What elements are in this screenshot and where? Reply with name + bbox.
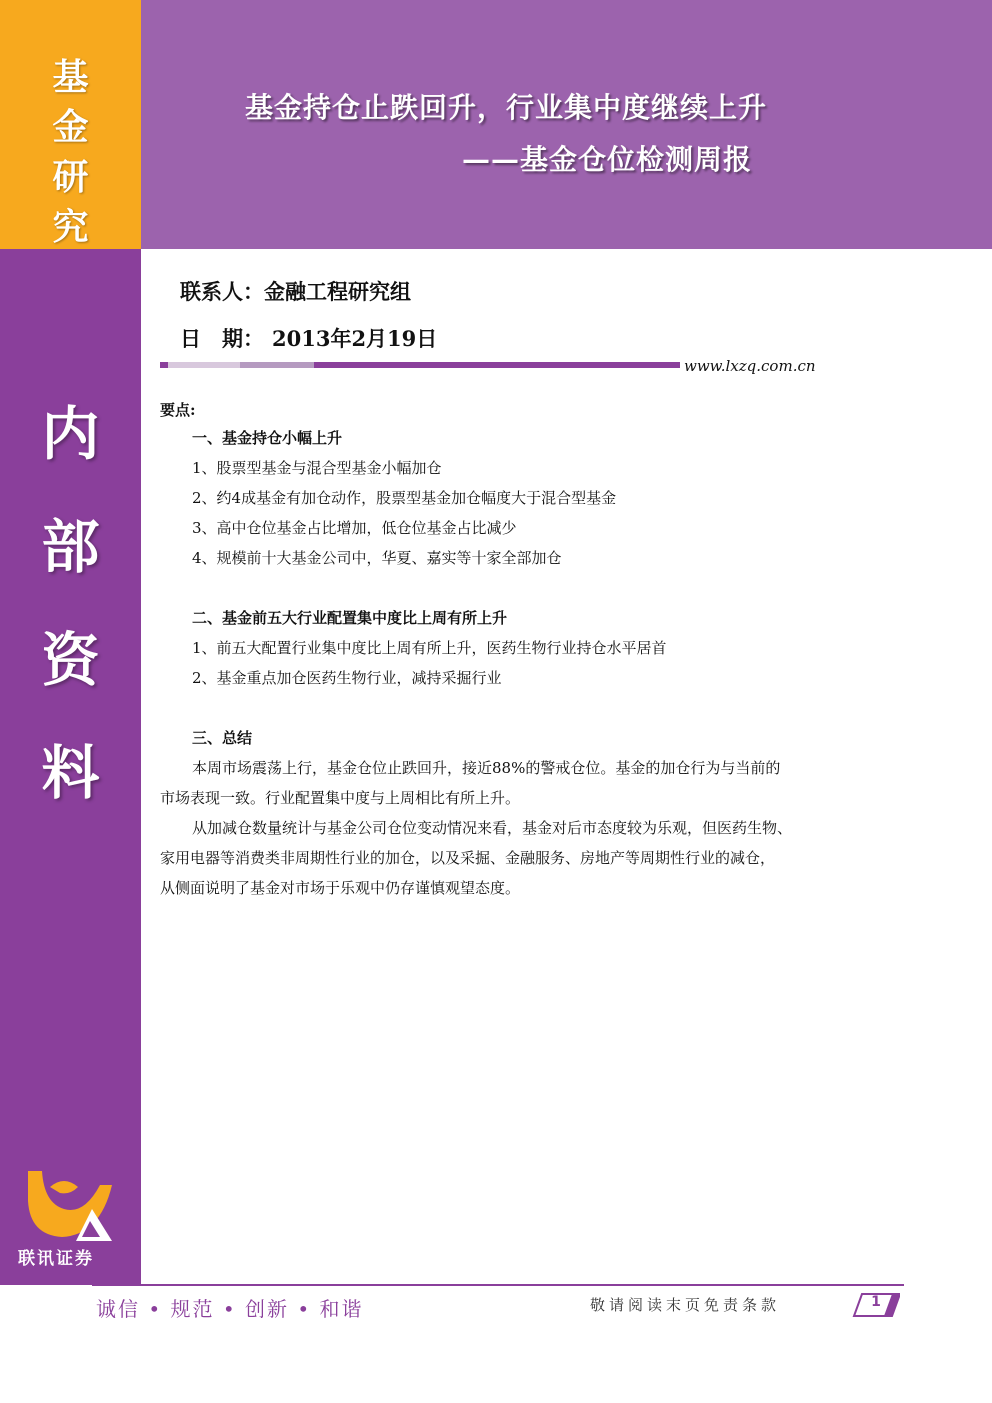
sidebar-top-char: 基	[52, 56, 89, 98]
section-heading: 一、基金持仓小幅上升	[192, 429, 343, 447]
contact-line: 联系人：金融工程研究组	[180, 279, 411, 304]
list-item: 1、前五大配置行业集中度比上周有所上升，医药生物行业持仓水平居首	[192, 639, 667, 657]
paragraph-line: 本周市场震荡上行，基金仓位止跌回升，接近88%的警戒仓位。基金的加仓行为与当前的	[192, 759, 781, 777]
key-points-label: 要点:	[160, 401, 196, 419]
sidebar-top-char: 究	[52, 206, 89, 248]
paragraph-line: 家用电器等消费类非周期性行业的加仓，以及采掘、金融服务、房地产等周期性行业的减仓，	[160, 849, 776, 867]
sidebar-bottom-char: 部	[41, 513, 100, 581]
sidebar-top-band	[0, 0, 141, 249]
website-link[interactable]: www.lxzq.com.cn	[684, 357, 816, 375]
logo-text: 联讯证券	[18, 1249, 94, 1269]
footer-motto: 诚信 • 规范 • 创新 • 和谐	[96, 1297, 364, 1321]
paragraph-line: 从加减仓数量统计与基金公司仓位变动情况来看，基金对后市态度较为乐观，但医药生物、	[192, 819, 793, 837]
paragraph-line: 市场表现一致。行业配置集中度与上周相比有所上升。	[160, 789, 521, 807]
sidebar-bottom-char: 料	[41, 739, 100, 807]
section-heading: 二、基金前五大行业配置集中度比上周有所上升	[192, 609, 508, 627]
sidebar-bottom-char: 内	[41, 400, 100, 468]
sidebar-top-char: 研	[52, 156, 89, 198]
divider-segment	[314, 362, 680, 368]
sidebar-bottom-char: 资	[41, 626, 100, 694]
divider-segment	[168, 362, 240, 368]
lianxun-logo-icon	[20, 1165, 120, 1245]
list-item: 4、规模前十大基金公司中，华夏、嘉实等十家全部加仓	[192, 549, 562, 567]
sidebar-top-char: 金	[52, 106, 89, 148]
report-title: 基金持仓止跌回升，行业集中度继续上升	[245, 91, 768, 124]
list-item: 1、股票型基金与混合型基金小幅加仓	[192, 459, 442, 477]
date-value: 2013年2月19日	[272, 326, 438, 351]
page-number: 1	[871, 1294, 881, 1310]
list-item: 2、基金重点加仓医药生物行业，减持采掘行业	[192, 669, 502, 687]
section-heading: 三、总结	[192, 729, 253, 747]
list-item: 2、约4成基金有加仓动作，股票型基金加仓幅度大于混合型基金	[192, 489, 617, 507]
footer-divider	[92, 1284, 904, 1286]
date-label: 日 期：	[180, 326, 264, 351]
sidebar-bottom-band	[0, 249, 141, 1285]
divider-segment	[160, 362, 168, 368]
report-subtitle: ——基金仓位检测周报	[462, 143, 753, 176]
paragraph-line: 从侧面说明了基金对市场于乐观中仍存谨慎观望态度。	[160, 879, 521, 897]
divider-segment	[240, 362, 314, 368]
list-item: 3、高中仓位基金占比增加，低仓位基金占比减少	[192, 519, 517, 537]
footer-disclaimer: 敬请阅读末页免责条款	[590, 1296, 781, 1314]
